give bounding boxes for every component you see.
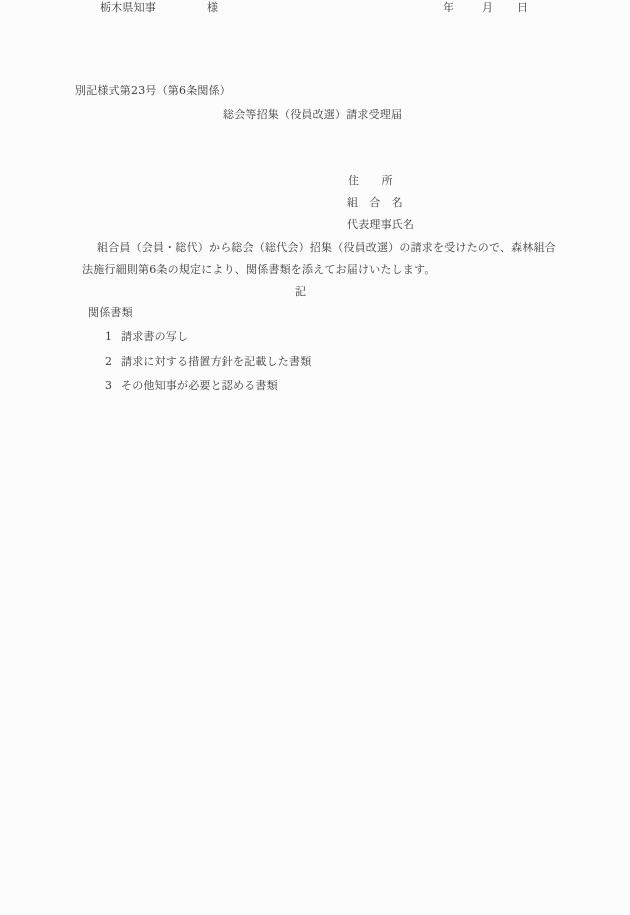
form-number: 別記様式第23号（第6条関係） (75, 84, 231, 97)
sender-address-label: 住 所 (348, 174, 393, 187)
sender-representative-label: 代表理事氏名 (347, 218, 415, 231)
attachment-item-1 (0, 329, 630, 345)
attachments-heading: 関係書類 (88, 306, 133, 319)
date-day-label: 日 (517, 1, 529, 14)
recipient-name: 栃木県知事 (100, 1, 156, 14)
recipient-honorific: 様 (207, 1, 219, 14)
attachment-item-3 (0, 378, 630, 394)
recipient-line (0, 1, 630, 32)
attachment-item-2 (0, 354, 630, 370)
record-marker: 記 (295, 285, 307, 298)
date-line (0, 0, 630, 16)
attachment-item-3-text: その他知事が必要と認める書類 (121, 379, 278, 392)
body-paragraph-line1: 組合員（会員・総代）から総会（総代会）招集（役員改選）の請求を受けたので、森林組合 (97, 241, 556, 254)
attachment-item-3-number: 3 (105, 379, 113, 392)
sender-org-name-label: 組 合 名 (347, 196, 403, 209)
date-year-label: 年 (443, 1, 455, 14)
attachment-item-1-text: 請求書の写し (121, 330, 189, 343)
attachment-item-2-number: 2 (105, 355, 113, 368)
attachment-item-1-number: 1 (105, 330, 113, 343)
body-paragraph-line2: 法施行細則第6条の規定により、関係書類を添えてお届けいたします。 (82, 263, 436, 276)
attachment-item-2-text: 請求に対する措置方針を記載した書類 (121, 355, 312, 368)
date-month-label: 月 (482, 1, 494, 14)
document-title: 総会等招集（役員改選）請求受理届 (223, 108, 403, 121)
